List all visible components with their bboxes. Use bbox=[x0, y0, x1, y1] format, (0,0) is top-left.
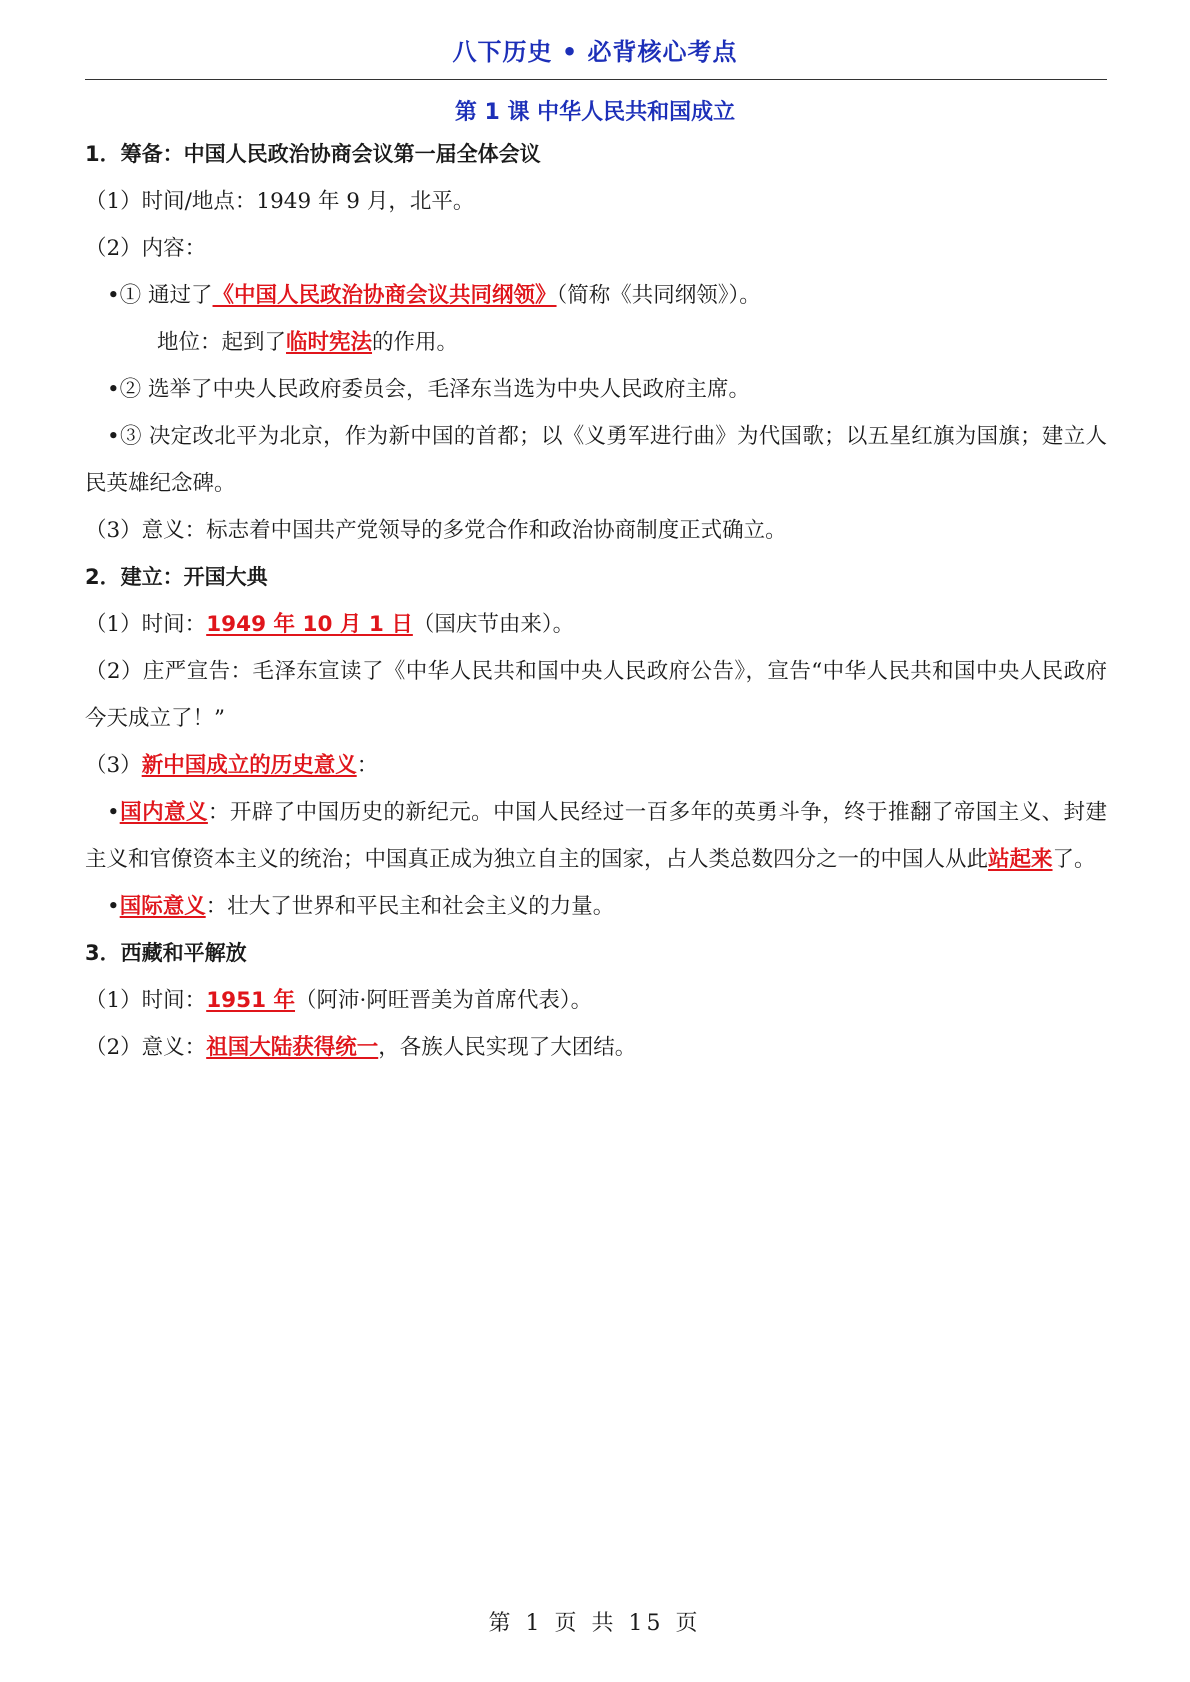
section-1-point-2: （2）内容： bbox=[85, 236, 207, 261]
document-header-title: 八下历史 • 必背核心考点 bbox=[452, 38, 738, 66]
section-2-point-2: （2）庄严宣告：毛泽东宣读了《中华人民共和国中央人民政府公告》，宣告“中华人民共和国中央人民政府今天成立了！” bbox=[85, 659, 1107, 731]
section-1-point-3: （3）意义：标志着中国共产党领导的多党合作和政治协商制度正式确立。 bbox=[85, 518, 787, 543]
section-3-heading: 3．西藏和平解放 bbox=[85, 941, 247, 965]
header-divider bbox=[85, 79, 1107, 80]
lesson-title: 第 1 课 中华人民共和国成立 bbox=[454, 100, 736, 125]
section-1-point-1: （1）时间/地点：1949 年 9 月，北平。 bbox=[85, 189, 475, 214]
item-1-suffix: （简称《共同纲领》）。 bbox=[556, 283, 761, 308]
international-bullet: • bbox=[107, 894, 120, 919]
tibet-significance-highlight: 祖国大陆获得统一 bbox=[206, 1035, 379, 1060]
item-1-highlight: 《中国人民政治协商会议共同纲领》 bbox=[212, 283, 557, 308]
section-1-item-1 bbox=[85, 272, 1107, 319]
section-1-item-3: •③ 决定改北平为北京，作为新中国的首都；以《义勇军进行曲》为代国歌；以五星红旗为国旗；建立人民英雄纪念碑。 bbox=[85, 424, 1107, 496]
status-highlight: 临时宪法 bbox=[286, 330, 373, 355]
international-significance bbox=[85, 883, 1107, 930]
domestic-bullet: • bbox=[107, 800, 120, 825]
section-1-heading: 1．筹备：中国人民政治协商会议第一届全体会议 bbox=[85, 142, 541, 166]
item-1-prefix: •① 通过了 bbox=[107, 283, 213, 308]
document-body bbox=[85, 131, 1107, 1071]
section-2-point-3 bbox=[85, 742, 1107, 789]
time-highlight: 1949 年 10 月 1 日 bbox=[206, 612, 413, 637]
significance-prefix: （3） bbox=[85, 753, 142, 778]
tibet-significance-suffix: ，各族人民实现了大团结。 bbox=[378, 1035, 637, 1060]
stood-up-highlight: 站起来 bbox=[988, 847, 1053, 872]
status-suffix: 的作用。 bbox=[372, 330, 459, 355]
domestic-suffix: 了。 bbox=[1052, 847, 1096, 872]
tibet-time-suffix: （阿沛·阿旺晋美为首席代表）。 bbox=[295, 988, 593, 1013]
section-3-point-1 bbox=[85, 977, 1107, 1024]
section-1-item-1-status bbox=[85, 319, 1107, 366]
tibet-significance-prefix: （2）意义： bbox=[85, 1035, 207, 1060]
domestic-highlight: 国内意义 bbox=[119, 800, 208, 825]
tibet-time-prefix: （1）时间： bbox=[85, 988, 207, 1013]
section-1-item-2: •② 选举了中央人民政府委员会，毛泽东当选为中央人民政府主席。 bbox=[107, 377, 751, 402]
section-2-point-1 bbox=[85, 601, 1107, 648]
section-3-point-2 bbox=[85, 1024, 1107, 1071]
international-text: ：壮大了世界和平民主和社会主义的力量。 bbox=[205, 894, 615, 919]
status-prefix: 地位：起到了 bbox=[157, 330, 287, 355]
page-footer: 第 1 页 共 15 页 bbox=[488, 1611, 702, 1636]
significance-highlight: 新中国成立的历史意义 bbox=[141, 753, 357, 778]
time-suffix: （国庆节由来）。 bbox=[412, 612, 575, 637]
international-highlight: 国际意义 bbox=[119, 894, 206, 919]
tibet-time-highlight: 1951 年 bbox=[206, 988, 296, 1013]
significance-suffix: ： bbox=[356, 753, 379, 778]
time-prefix: （1）时间： bbox=[85, 612, 207, 637]
domestic-significance bbox=[85, 789, 1107, 883]
domestic-text: ：开辟了中国历史的新纪元。中国人民经过一百多年的英勇斗争，终于推翻了帝国主义、封建主义和官僚资本主义的统治；中国真正成为独立自主的国家，占人类总数四分之一的中国人从此 bbox=[85, 800, 1107, 872]
section-2-heading: 2．建立：开国大典 bbox=[85, 565, 268, 589]
